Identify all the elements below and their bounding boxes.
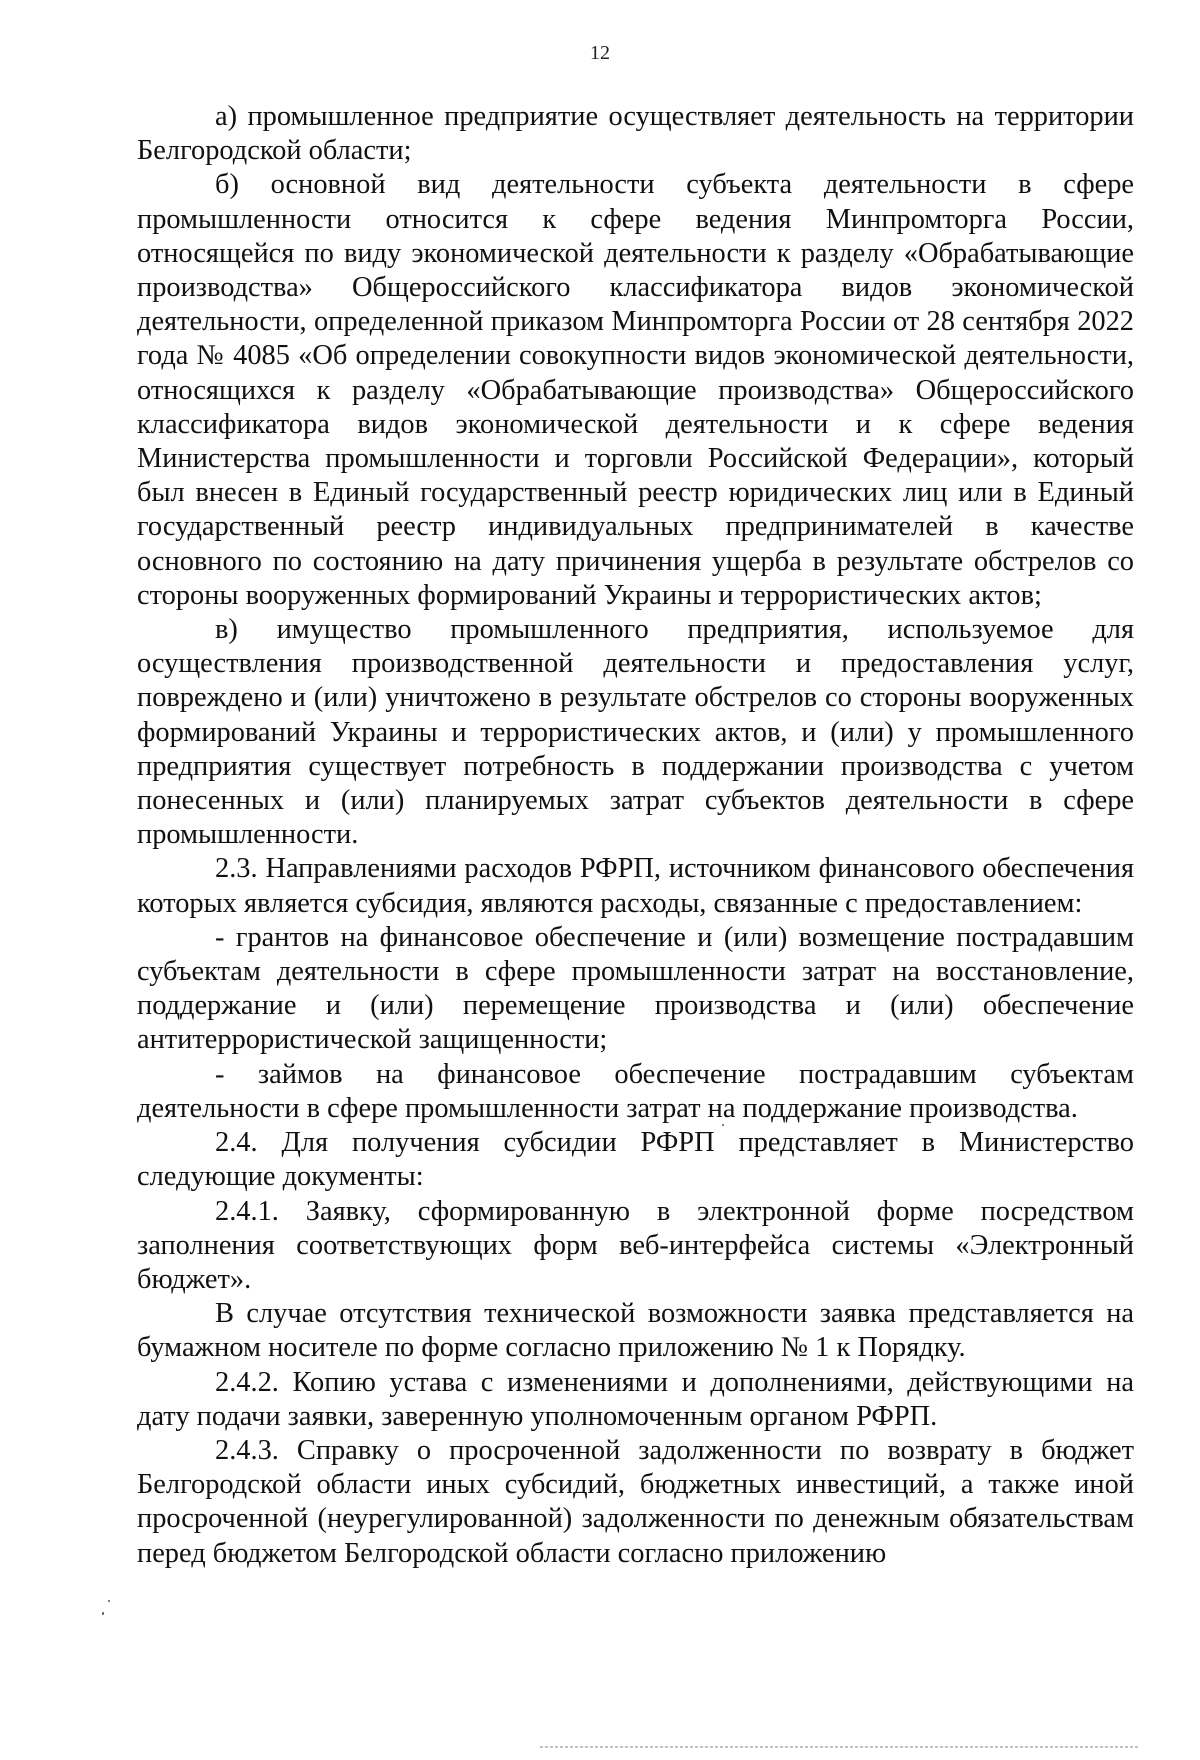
paragraph-2-4: 2.4. Для получения субсидии РФРП представляет в Министерство следующие документы: bbox=[137, 1127, 1134, 1193]
paragraph-2-3: 2.3. Направлениями расходов РФРП, источником финансового обеспечения которых является субсидия, являются расходы, связанные с предоставлением: bbox=[137, 853, 1134, 919]
paragraph-2-4-1: 2.4.1. Заявку, сформированную в электронной форме посредством заполнения соответствующих форм веб-интерфейса системы «Электронный бюджет». bbox=[137, 1195, 1134, 1295]
paragraph-item-b: б) основной вид деятельности субъекта деятельности в сфере промышленности относится к сфере ведения Минпромторга России, относящейся по виду экономической деятельности к разделу «Обрабатывающие производства» Общероссийского классификатора видов экономической деятельности, определенной приказом Минпромторга России от 28 сентября 2022 года № 4085 «Об определении совокупности видов экономической деятельности, относящихся к разделу «Обрабатывающие производства» Общероссийского классификатора видов экономической деятельности и к сфере ведения Министерства промышленности и торговли Российской Федерации», который был внесен в Единый государственный реестр юридических лиц или в Единый государственный реестр индивидуальных предпринимателей в качестве основного по состоянию на дату причинения ущерба в результате обстрелов со стороны вооруженных формирований Украины и террористических актов; bbox=[137, 169, 1134, 611]
paragraph-paper-application: В случае отсутствия технической возможности заявка представляется на бумажном носителе по форме согласно приложению № 1 к Порядку. bbox=[137, 1298, 1134, 1364]
paragraph-item-a: а) промышленное предприятие осуществляет деятельность на территории Белгородской области; bbox=[137, 101, 1134, 167]
page-number: 12 bbox=[590, 42, 610, 64]
paragraph-loans: - займов на финансовое обеспечение пострадавшим субъектам деятельности в сфере промышленности затрат на поддержание производства. bbox=[137, 1058, 1134, 1124]
paragraph-grants: - грантов на финансовое обеспечение и (или) возмещение пострадавшим субъектам деятельности в сфере промышленности затрат на восстановление, поддержание и (или) перемещение производства и (или) обеспечение антитеррористической защищенности; bbox=[137, 921, 1134, 1056]
paragraph-2-4-3: 2.4.3. Справку о просроченной задолженности по возврату в бюджет Белгородской области иных субсидий, бюджетных инвестиций, а также иной просроченной (неурегулированной) задолженности по денежным обязательствам перед бюджетом Белгородской области согласно приложению bbox=[137, 1434, 1134, 1569]
scan-speck bbox=[722, 1124, 724, 1126]
paragraph-2-4-2: 2.4.2. Копию устава с изменениями и дополнениями, действующими на дату подачи заявки, заверенную уполномоченным органом РФРП. bbox=[137, 1366, 1134, 1432]
scan-speck bbox=[102, 1612, 104, 1615]
scan-edge-line bbox=[540, 1746, 1140, 1748]
scan-speck bbox=[108, 1600, 110, 1602]
paragraph-item-v: в) имущество промышленного предприятия, используемое для осуществления производственной деятельности и предоставления услуг, повреждено и (или) уничтожено в результате обстрелов со стороны вооруженных формирований Украины и террористических актов, и (или) у промышленного предприятия существует потребность в поддержании производства с учетом понесенных и (или) планируемых затрат субъектов деятельности в сфере промышленности. bbox=[137, 614, 1134, 851]
document-body bbox=[137, 100, 1134, 1571]
